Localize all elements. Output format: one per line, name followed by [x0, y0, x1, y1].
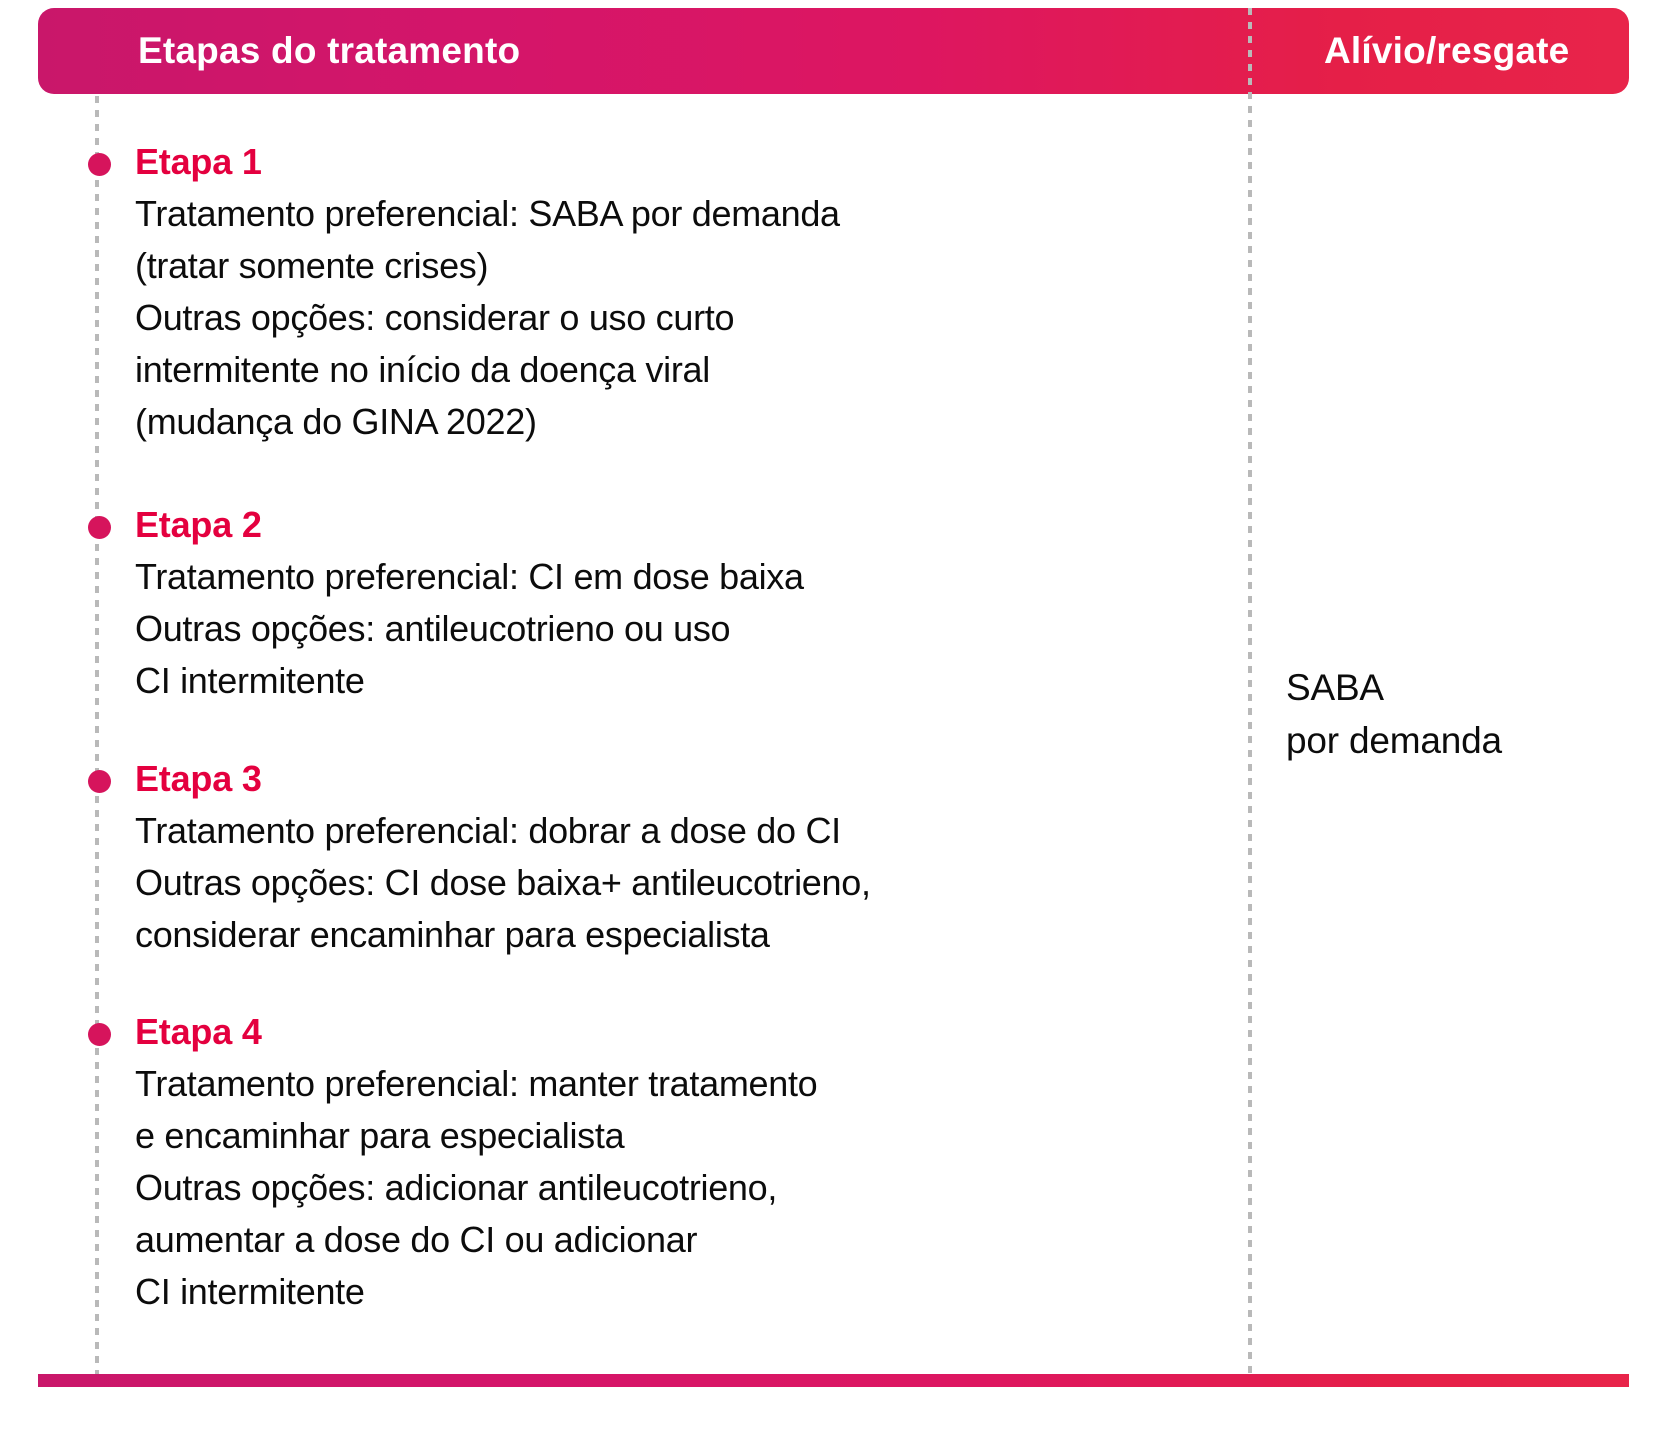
step-block-2: [75, 499, 1205, 707]
step-line: CI intermitente: [135, 660, 365, 701]
step-title: Etapa 3: [135, 758, 262, 799]
table-footer-bar: [38, 1374, 1629, 1387]
step-title: Etapa 4: [135, 1011, 262, 1052]
relief-text: [1286, 661, 1502, 767]
step-line: CI intermitente: [135, 1271, 365, 1312]
bullet-icon: [88, 153, 111, 176]
step-line: Outras opções: antileucotrieno ou uso: [135, 608, 731, 649]
step-line: intermitente no início da doença viral: [135, 349, 710, 390]
step-block-4: [75, 1006, 1205, 1318]
bullet-icon: [88, 1023, 111, 1046]
header-relief-label: Alívio/resgate: [1324, 30, 1570, 71]
step-body-3: [135, 753, 1205, 961]
relief-line: SABA: [1286, 667, 1384, 708]
step-body-1: [135, 136, 1205, 448]
relief-line: por demanda: [1286, 720, 1502, 761]
step-line: (tratar somente crises): [135, 245, 489, 286]
step-line: (mudança do GINA 2022): [135, 401, 537, 442]
step-body-4: [135, 1006, 1205, 1318]
step-body-2: [135, 499, 1205, 707]
header-steps-label: Etapas do tratamento: [138, 30, 521, 71]
steps-column: [0, 96, 1248, 1378]
step-line: Tratamento preferencial: dobrar a dose do CI: [135, 810, 841, 851]
step-block-3: [75, 753, 1205, 961]
bullet-icon: [88, 770, 111, 793]
step-line: Tratamento preferencial: CI em dose baixa: [135, 556, 804, 597]
step-line: aumentar a dose do CI ou adicionar: [135, 1219, 698, 1260]
step-title: Etapa 2: [135, 504, 262, 545]
step-line: Tratamento preferencial: manter tratamento: [135, 1063, 818, 1104]
step-line: Outras opções: considerar o uso curto: [135, 297, 735, 338]
step-line: Outras opções: adicionar antileucotrieno,: [135, 1167, 778, 1208]
step-line: e encaminhar para especialista: [135, 1115, 625, 1156]
table-body: [0, 96, 1667, 1378]
bullet-icon: [88, 516, 111, 539]
relief-column: [1248, 96, 1667, 1378]
step-line: Outras opções: CI dose baixa+ antileucotrieno,: [135, 862, 871, 903]
step-line: considerar encaminhar para especialista: [135, 914, 770, 955]
step-title: Etapa 1: [135, 141, 262, 182]
step-line: Tratamento preferencial: SABA por demanda: [135, 193, 840, 234]
step-block-1: [75, 136, 1205, 448]
table-header-bar: [38, 8, 1629, 94]
